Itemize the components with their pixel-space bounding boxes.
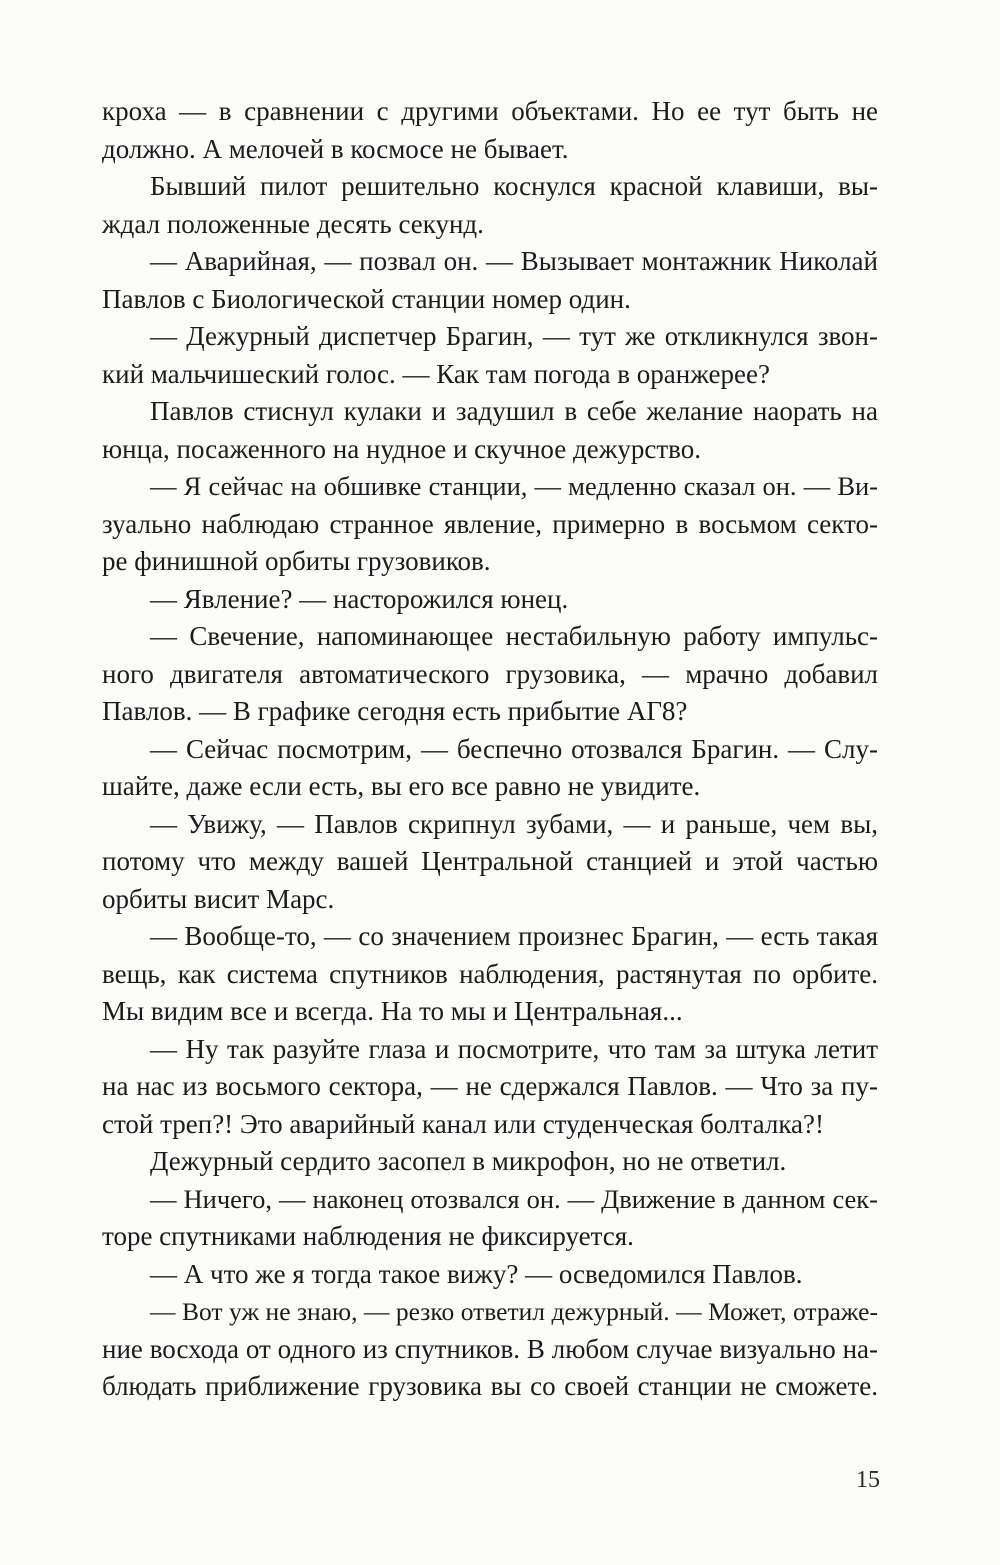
text-line: — Аварийная, — позвал он. — Вызывает монтажник Николай: [150, 246, 878, 276]
text-line: — Ничего, — наконец отозвался он. — Движение в данном сек-: [150, 1183, 878, 1214]
text-line: потому что между вашей Центральной станцией и этой частью: [102, 846, 878, 876]
text-line: — Ну так разуйте глаза и посмотрите, что там за штука летит: [150, 1033, 878, 1064]
text-line: — Вот уж не знаю, — резко ответил дежурный. — Может, отраже-: [150, 1297, 878, 1326]
text-line: — Увижу, — Павлов скрипнул зубами, — и раньше, чем вы,: [150, 808, 878, 839]
text-line: шайте, даже если есть, вы его все равно не увидите.: [102, 771, 701, 801]
text-line: юнца, посаженного на нудное и скучное дежурство.: [102, 433, 701, 464]
text-line: кий мальчишеский голос. — Как там погода в оранжерее?: [102, 358, 770, 389]
text-line: — А что же я тогда такое вижу? — осведомился Павлов.: [150, 1258, 803, 1289]
text-line: должно. А мелочей в космосе не бывает.: [102, 133, 569, 164]
text-line: Павлов. — В графике сегодня есть прибытие АГ8?: [102, 696, 688, 726]
text-line: ре финишной орбиты грузовиков.: [102, 546, 491, 576]
text-line: — Явление? — насторожился юнец.: [150, 583, 569, 614]
text-line: — Сейчас посмотрим, — беспечно отозвался Брагин. — Слу-: [150, 733, 878, 764]
text-line: стой треп?! Это аварийный канал или студенческая болталка?!: [102, 1108, 825, 1139]
text-line: Дежурный сердито засопел в микрофон, но не ответил.: [150, 1146, 787, 1176]
text-line: ного двигателя автоматического грузовика, — мрачно добавил: [102, 658, 878, 689]
text-line: вещь, как система спутников наблюдения, растянутая по орбите.: [102, 958, 878, 989]
text-line: Мы видим все и всегда. На то мы и Центральная...: [102, 996, 683, 1026]
page-body: [102, 93, 878, 1406]
text-line: орбиты висит Марс.: [102, 883, 335, 914]
text-line: кроха — в сравнении с другими объектами. Но ее тут быть не: [102, 96, 878, 126]
text-line: Павлов с Биологической станции номер один.: [102, 283, 631, 314]
text-line: на нас из восьмого сектора, — не сдержался Павлов. — Что за пу-: [102, 1071, 878, 1101]
text-line: Бывший пилот решительно коснулся красной клавиши, вы-: [150, 171, 878, 201]
text-line: зуально наблюдаю странное явление, примерно в восьмом секто-: [102, 508, 878, 539]
text-line: торе спутниками наблюдения не фиксируется.: [102, 1221, 634, 1251]
text-line: ждал положенные десять секунд.: [102, 208, 484, 239]
text-line: — Я сейчас на обшивке станции, — медленно сказал он. — Ви-: [150, 471, 878, 501]
text-line: — Свечение, напоминающее нестабильную работу импульс-: [150, 621, 878, 651]
text-line: ние восхода от одного из спутников. В любом случае визуально на-: [102, 1333, 878, 1364]
text-line: — Дежурный диспетчер Брагин, — тут же откликнулся звон-: [150, 321, 878, 351]
text-line: блюдать приближение грузовика вы со своей станции не сможете.: [102, 1371, 878, 1401]
text-line: Павлов стиснул кулаки и задушил в себе желание наорать на: [150, 396, 878, 426]
page-number: 15: [856, 1467, 880, 1493]
text-line: — Вообще-то, — со значением произнес Брагин, — есть такая: [150, 921, 878, 951]
